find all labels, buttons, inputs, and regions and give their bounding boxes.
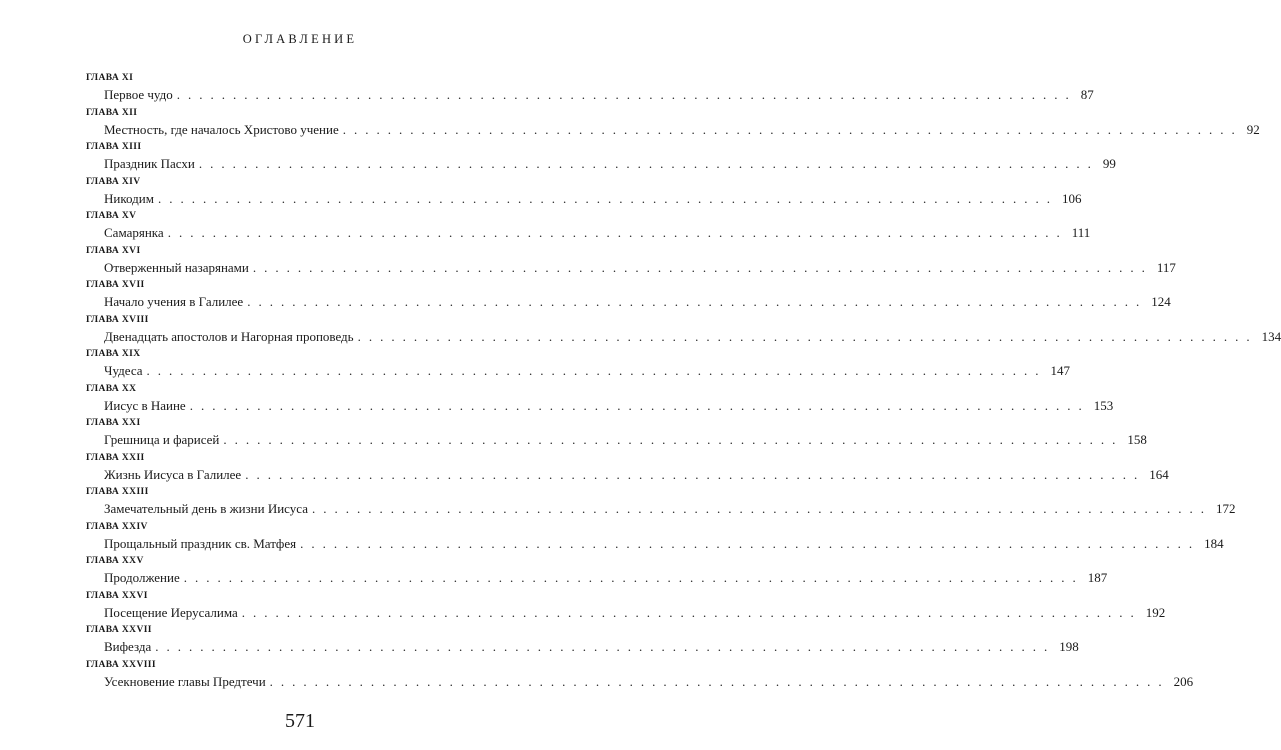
page-ref: 164 xyxy=(1149,466,1169,482)
toc-line xyxy=(104,569,1108,587)
page-ref: 92 xyxy=(1246,121,1260,137)
chapter-title: Местность, где началось Христово учение xyxy=(104,121,339,137)
page-ref: 192 xyxy=(1145,604,1166,620)
chapter-label: ГЛАВА XIV xyxy=(86,176,141,187)
toc-line xyxy=(104,328,1281,346)
dot-leader: ................................................................................ xyxy=(357,328,1258,344)
chapter-title: Самарянка xyxy=(104,225,164,240)
page-ref: 153 xyxy=(1093,397,1114,413)
dot-leader: ................................................................................ xyxy=(183,570,1084,585)
toc-line xyxy=(104,86,1094,104)
chapter-label: ГЛАВА XI xyxy=(86,73,134,83)
page-ref: 158 xyxy=(1127,432,1147,447)
chapter-label: ГЛАВА XVI xyxy=(86,245,141,256)
chapter-label: ГЛАВА XVII xyxy=(86,280,145,290)
chapter-label: ГЛАВА XXIII xyxy=(86,487,149,497)
toc-entry xyxy=(86,417,1147,452)
toc-line xyxy=(104,466,1169,484)
dot-leader: ................................................................................ xyxy=(146,363,1047,378)
dot-leader: ................................................................................ xyxy=(252,259,1153,275)
toc-line xyxy=(104,638,1079,656)
dot-leader: ................................................................................ xyxy=(311,501,1212,516)
dot-leader: ................................................................................ xyxy=(269,673,1170,689)
toc-entry xyxy=(86,659,1194,694)
chapter-label: ГЛАВА XXVIII xyxy=(86,659,156,670)
dot-leader: ................................................................................ xyxy=(342,121,1243,137)
dot-leader: ................................................................................ xyxy=(157,190,1058,206)
chapter-title: Усекновение главы Предтечи xyxy=(104,673,266,689)
dot-leader: ................................................................................ xyxy=(155,639,1056,654)
page-ref: 147 xyxy=(1050,363,1071,378)
chapter-title: Первое чудо xyxy=(104,87,173,102)
chapter-title: Иисус в Наине xyxy=(104,397,186,413)
toc-line xyxy=(104,431,1147,449)
dot-leader: ................................................................................ xyxy=(189,397,1090,413)
chapter-label: ГЛАВА XVIII xyxy=(86,314,149,325)
page-ref: 99 xyxy=(1102,156,1116,171)
chapter-label: ГЛАВА XIX xyxy=(86,349,141,359)
toc-entry xyxy=(86,141,1116,176)
chapter-title: Посещение Иерусалима xyxy=(104,604,238,620)
chapter-title: Продолжение xyxy=(104,570,180,585)
page-ref: 87 xyxy=(1080,87,1094,102)
toc-entry xyxy=(86,314,1281,349)
dot-leader: ................................................................................ xyxy=(176,87,1077,102)
toc-line xyxy=(104,604,1166,622)
chapter-label: ГЛАВА XX xyxy=(86,383,137,394)
chapter-title: Отверженный назарянами xyxy=(104,259,249,275)
toc-entry xyxy=(86,72,1094,107)
chapter-label: ГЛАВА XV xyxy=(86,211,137,221)
page-title: ОГЛАВЛЕНИЕ xyxy=(242,32,358,46)
toc-line xyxy=(104,535,1224,553)
chapter-label: ГЛАВА XXIV xyxy=(86,521,148,532)
chapter-label: ГЛАВА XXVI xyxy=(86,590,148,601)
dot-leader: ................................................................................ xyxy=(300,535,1201,551)
dot-leader: ................................................................................ xyxy=(245,466,1146,482)
toc-entry xyxy=(86,210,1091,245)
page-ref: 124 xyxy=(1151,294,1171,309)
chapter-title: Замечательный день в жизни Иисуса xyxy=(104,501,308,516)
dot-leader: ................................................................................ xyxy=(167,225,1068,240)
toc-entry xyxy=(86,279,1171,314)
page-ref: 187 xyxy=(1087,570,1108,585)
toc-line xyxy=(104,121,1260,139)
page-ref: 172 xyxy=(1215,501,1236,516)
table-of-contents xyxy=(86,72,1281,693)
page-ref: 184 xyxy=(1204,535,1224,551)
chapter-label: ГЛАВА XXI xyxy=(86,418,141,428)
toc-entry xyxy=(86,555,1108,590)
chapter-title: Грешница и фарисей xyxy=(104,432,220,447)
toc-entry xyxy=(86,486,1236,521)
toc-line xyxy=(104,362,1071,380)
chapter-title: Прощальный праздник св. Матфея xyxy=(104,535,297,551)
toc-entry xyxy=(86,624,1079,659)
page-ref: 117 xyxy=(1156,259,1176,275)
chapter-title: Вифезда xyxy=(104,639,152,654)
chapter-title: Начало учения в Галилее xyxy=(104,294,244,309)
chapter-title: Никодим xyxy=(104,190,154,206)
page-number: 571 xyxy=(285,710,315,732)
chapter-title: Жизнь Иисуса в Галилее xyxy=(104,466,242,482)
toc-line xyxy=(104,673,1194,691)
chapter-title: Праздник Пасхи xyxy=(104,156,195,171)
toc-line xyxy=(104,500,1236,518)
dot-leader: ................................................................................ xyxy=(247,294,1148,309)
toc-line xyxy=(104,190,1082,208)
chapter-label: ГЛАВА XIII xyxy=(86,142,142,152)
toc-line xyxy=(104,155,1116,173)
toc-entry xyxy=(86,348,1071,383)
page-ref: 198 xyxy=(1059,639,1079,654)
toc-entry xyxy=(86,521,1224,556)
toc-entry xyxy=(86,452,1169,487)
toc-entry xyxy=(86,107,1260,142)
chapter-label: ГЛАВА XII xyxy=(86,107,138,118)
dot-leader: ................................................................................ xyxy=(198,156,1099,171)
dot-leader: ................................................................................ xyxy=(223,432,1124,447)
page-ref: 206 xyxy=(1173,673,1194,689)
dot-leader: ................................................................................ xyxy=(241,604,1142,620)
page-ref: 134 xyxy=(1261,328,1281,344)
chapter-label: ГЛАВА XXII xyxy=(86,452,145,463)
page-ref: 106 xyxy=(1061,190,1082,206)
toc-entry xyxy=(86,176,1082,211)
chapter-title: Двенадцать апостолов и Нагорная проповедь xyxy=(104,328,354,344)
toc-line xyxy=(104,397,1114,415)
toc-entry xyxy=(86,245,1176,280)
chapter-label: ГЛАВА XXVII xyxy=(86,625,152,635)
toc-entry xyxy=(86,590,1166,625)
toc-line xyxy=(104,293,1171,311)
toc-line xyxy=(104,224,1091,242)
chapter-title: Чудеса xyxy=(104,363,143,378)
page-ref: 111 xyxy=(1071,225,1091,240)
toc-line xyxy=(104,259,1176,277)
chapter-label: ГЛАВА XXV xyxy=(86,556,144,566)
toc-entry xyxy=(86,383,1114,418)
